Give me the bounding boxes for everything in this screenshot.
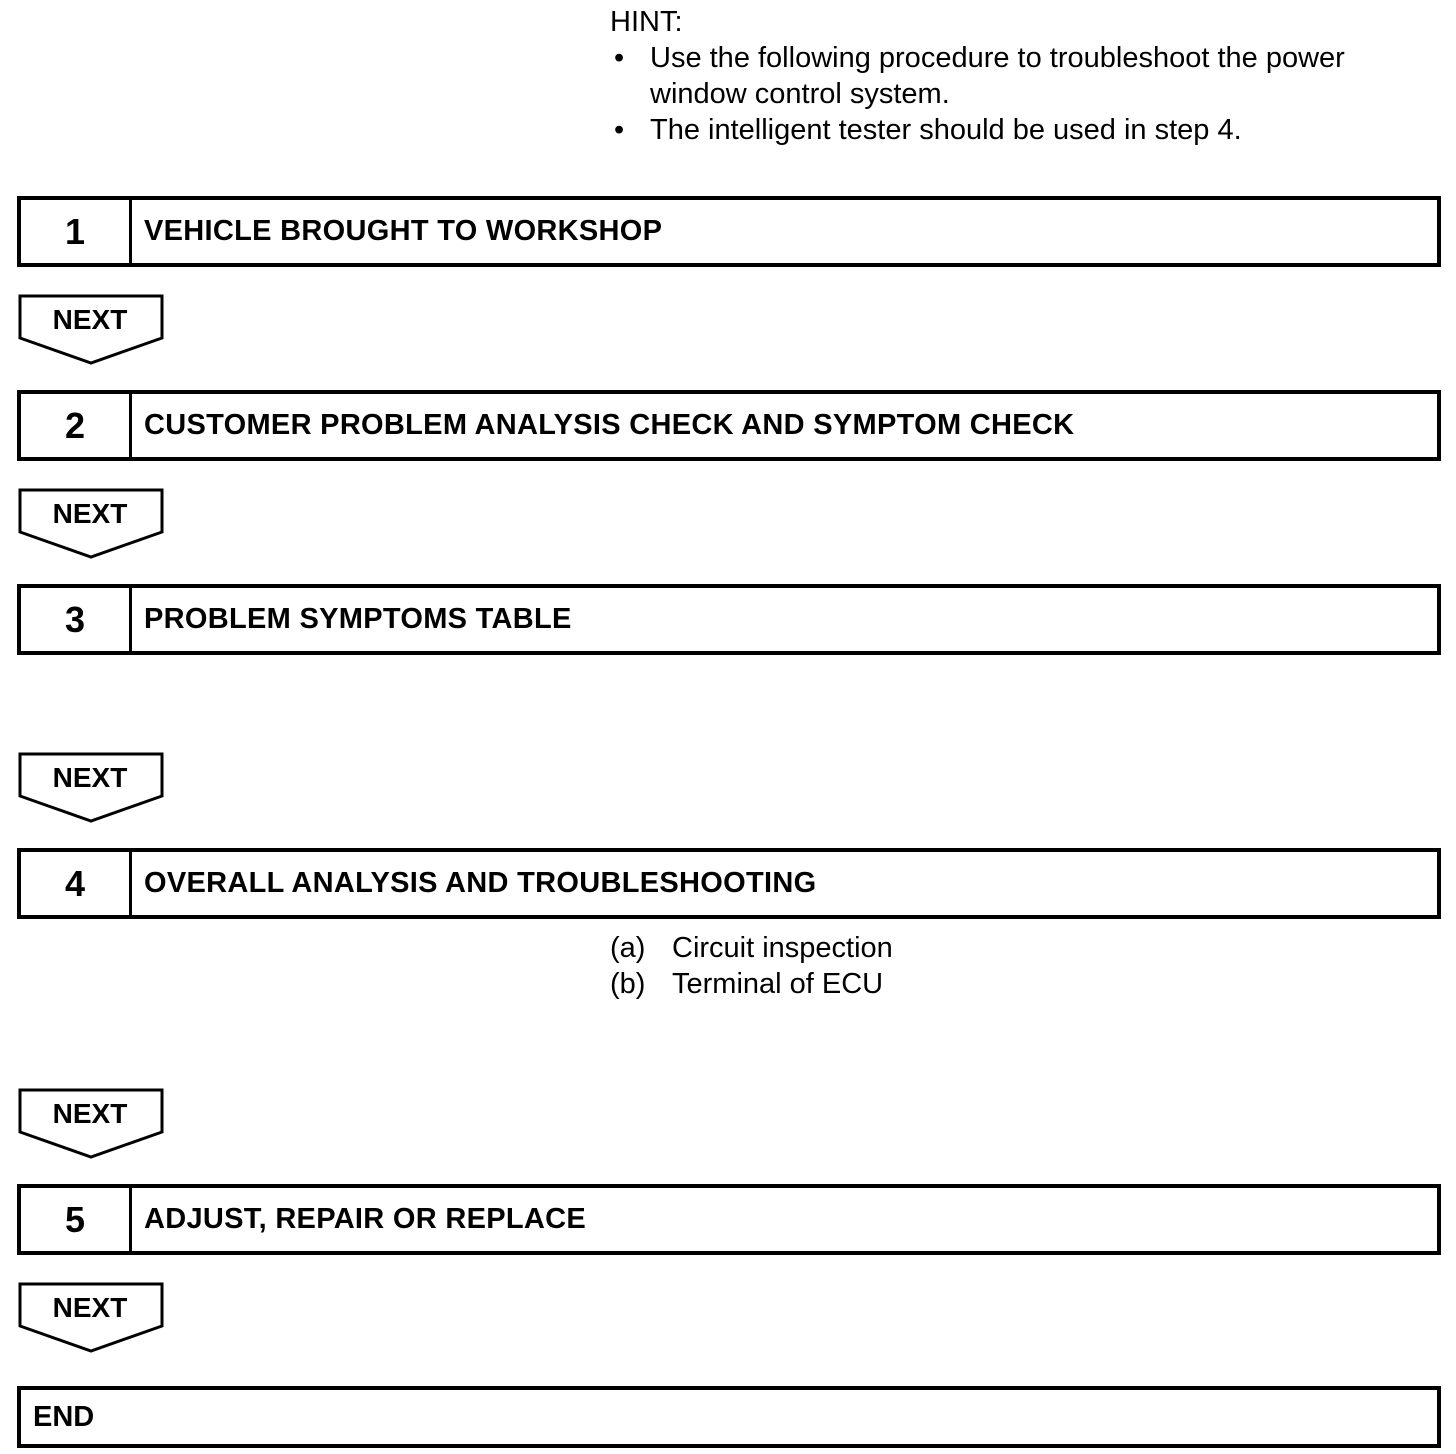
end-label: END: [33, 1400, 95, 1433]
hint-title: HINT:: [610, 6, 683, 38]
next-label: NEXT: [52, 1098, 128, 1129]
hint-item-text: The intelligent tester should be used in step 4.: [650, 114, 1242, 146]
step-label: PROBLEM SYMPTOMS TABLE: [144, 603, 572, 635]
next-arrow: [18, 294, 164, 366]
step-1-box: [17, 196, 1441, 267]
step-label: ADJUST, REPAIR OR REPLACE: [144, 1203, 587, 1235]
step-number: 5: [21, 1188, 132, 1251]
subitem: [610, 930, 893, 966]
step-number: 2: [21, 394, 132, 457]
step-number: 4: [21, 852, 132, 915]
step-label: CUSTOMER PROBLEM ANALYSIS CHECK AND SYMPTOM CHECK: [144, 409, 1075, 441]
next-arrow: [18, 488, 164, 560]
step-4-box: [17, 848, 1441, 919]
next-label: NEXT: [52, 498, 128, 529]
hint-item-text: Use the following procedure to troubleshoot the power window control system.: [650, 42, 1345, 110]
hint-block: [610, 4, 1430, 148]
subitem-marker: (b): [610, 968, 646, 1000]
next-label: NEXT: [52, 304, 128, 335]
step-4-subitems: [610, 930, 893, 1002]
next-label: NEXT: [52, 762, 128, 793]
hint-item: [610, 112, 1430, 148]
step-2-box: [17, 390, 1441, 461]
subitem-marker: (a): [610, 932, 646, 964]
hint-item: [610, 40, 1430, 112]
step-5-box: [17, 1184, 1441, 1255]
subitem: [610, 966, 893, 1002]
next-arrow: [18, 1088, 164, 1160]
step-number: 3: [21, 588, 132, 651]
next-label: NEXT: [52, 1292, 128, 1323]
subitem-text: Terminal of ECU: [672, 968, 884, 1000]
step-label: OVERALL ANALYSIS AND TROUBLESHOOTING: [144, 867, 817, 899]
end-box: [17, 1386, 1441, 1448]
step-number: 1: [21, 200, 132, 263]
bullet-icon: •: [614, 42, 625, 74]
subitem-text: Circuit inspection: [672, 932, 893, 964]
bullet-icon: •: [614, 114, 625, 146]
step-3-box: [17, 584, 1441, 655]
next-arrow: [18, 1282, 164, 1354]
next-arrow: [18, 752, 164, 824]
step-label: VEHICLE BROUGHT TO WORKSHOP: [144, 215, 663, 247]
